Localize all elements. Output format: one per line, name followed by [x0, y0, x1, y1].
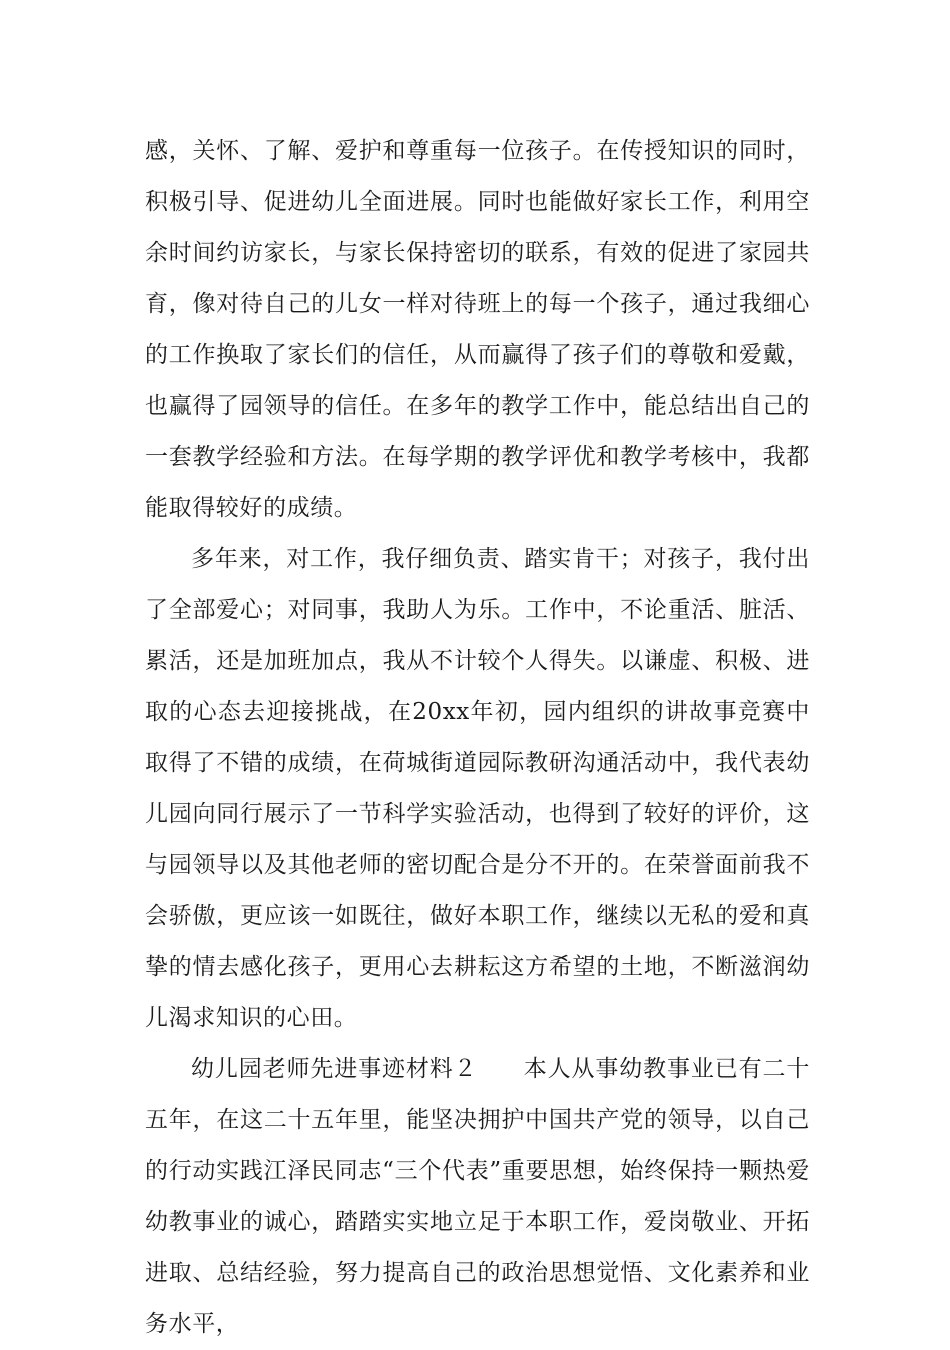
paragraph: 多年来，对工作，我仔细负责、踏实肯干；对孩子，我付出了全部爱心；对同事，我助人为乐。工作中，不论重活、脏活、累活，还是加班加点，我从不计较个人得失。以谦虚、积极、进取的心态去迎接挑战，在20xx年初，园内组织的讲故事竞赛中取得了不错的成绩，在荷城街道园际教研沟通活动中，我代表幼儿园向同行展示了一节科学实验活动，也得到了较好的评价，这与园领导以及其他老师的密切配合是分不开的。在荣誉面前我不会骄傲，更应该一如既往，做好本职工作，继续以无私的爱和真挚的情去感化孩子，更用心去耕耘这方希望的土地，不断滋润幼儿渴求知识的心田。 [145, 546, 810, 1031]
section-body: 本人从事幼教事业已有二十五年，在这二十五年里，能坚决拥护中国共产党的领导，以自己的行动实践江泽民同志“三个代表”重要思想，始终保持一颗热爱幼教事业的诚心，踏踏实实地立足于本职工作，爱岗敬业、开拓进取、总结经验，努力提高自己的政治思想觉悟、文化素养和业务水平， [145, 1056, 810, 1337]
section-title: 幼儿园老师先进事迹材料２ [191, 1056, 478, 1082]
body-text [145, 126, 810, 1350]
paragraph-continued: 感，关怀、了解、爱护和尊重每一位孩子。在传授知识的同时，积极引导、促进幼儿全面进展。同时也能做好家长工作，利用空余时间约访家长，与家长保持密切的联系，有效的促进了家园共育，像对待自己的儿女一样对待班上的每一个孩子，通过我细心的工作换取了家长们的信任，从而赢得了孩子们的尊敬和爱戴，也赢得了园领导的信任。在多年的教学工作中，能总结出自己的一套教学经验和方法。在每学期的教学评优和教学考核中，我都能取得较好的成绩。 [145, 138, 810, 521]
paragraph-section-start [145, 1044, 810, 1350]
